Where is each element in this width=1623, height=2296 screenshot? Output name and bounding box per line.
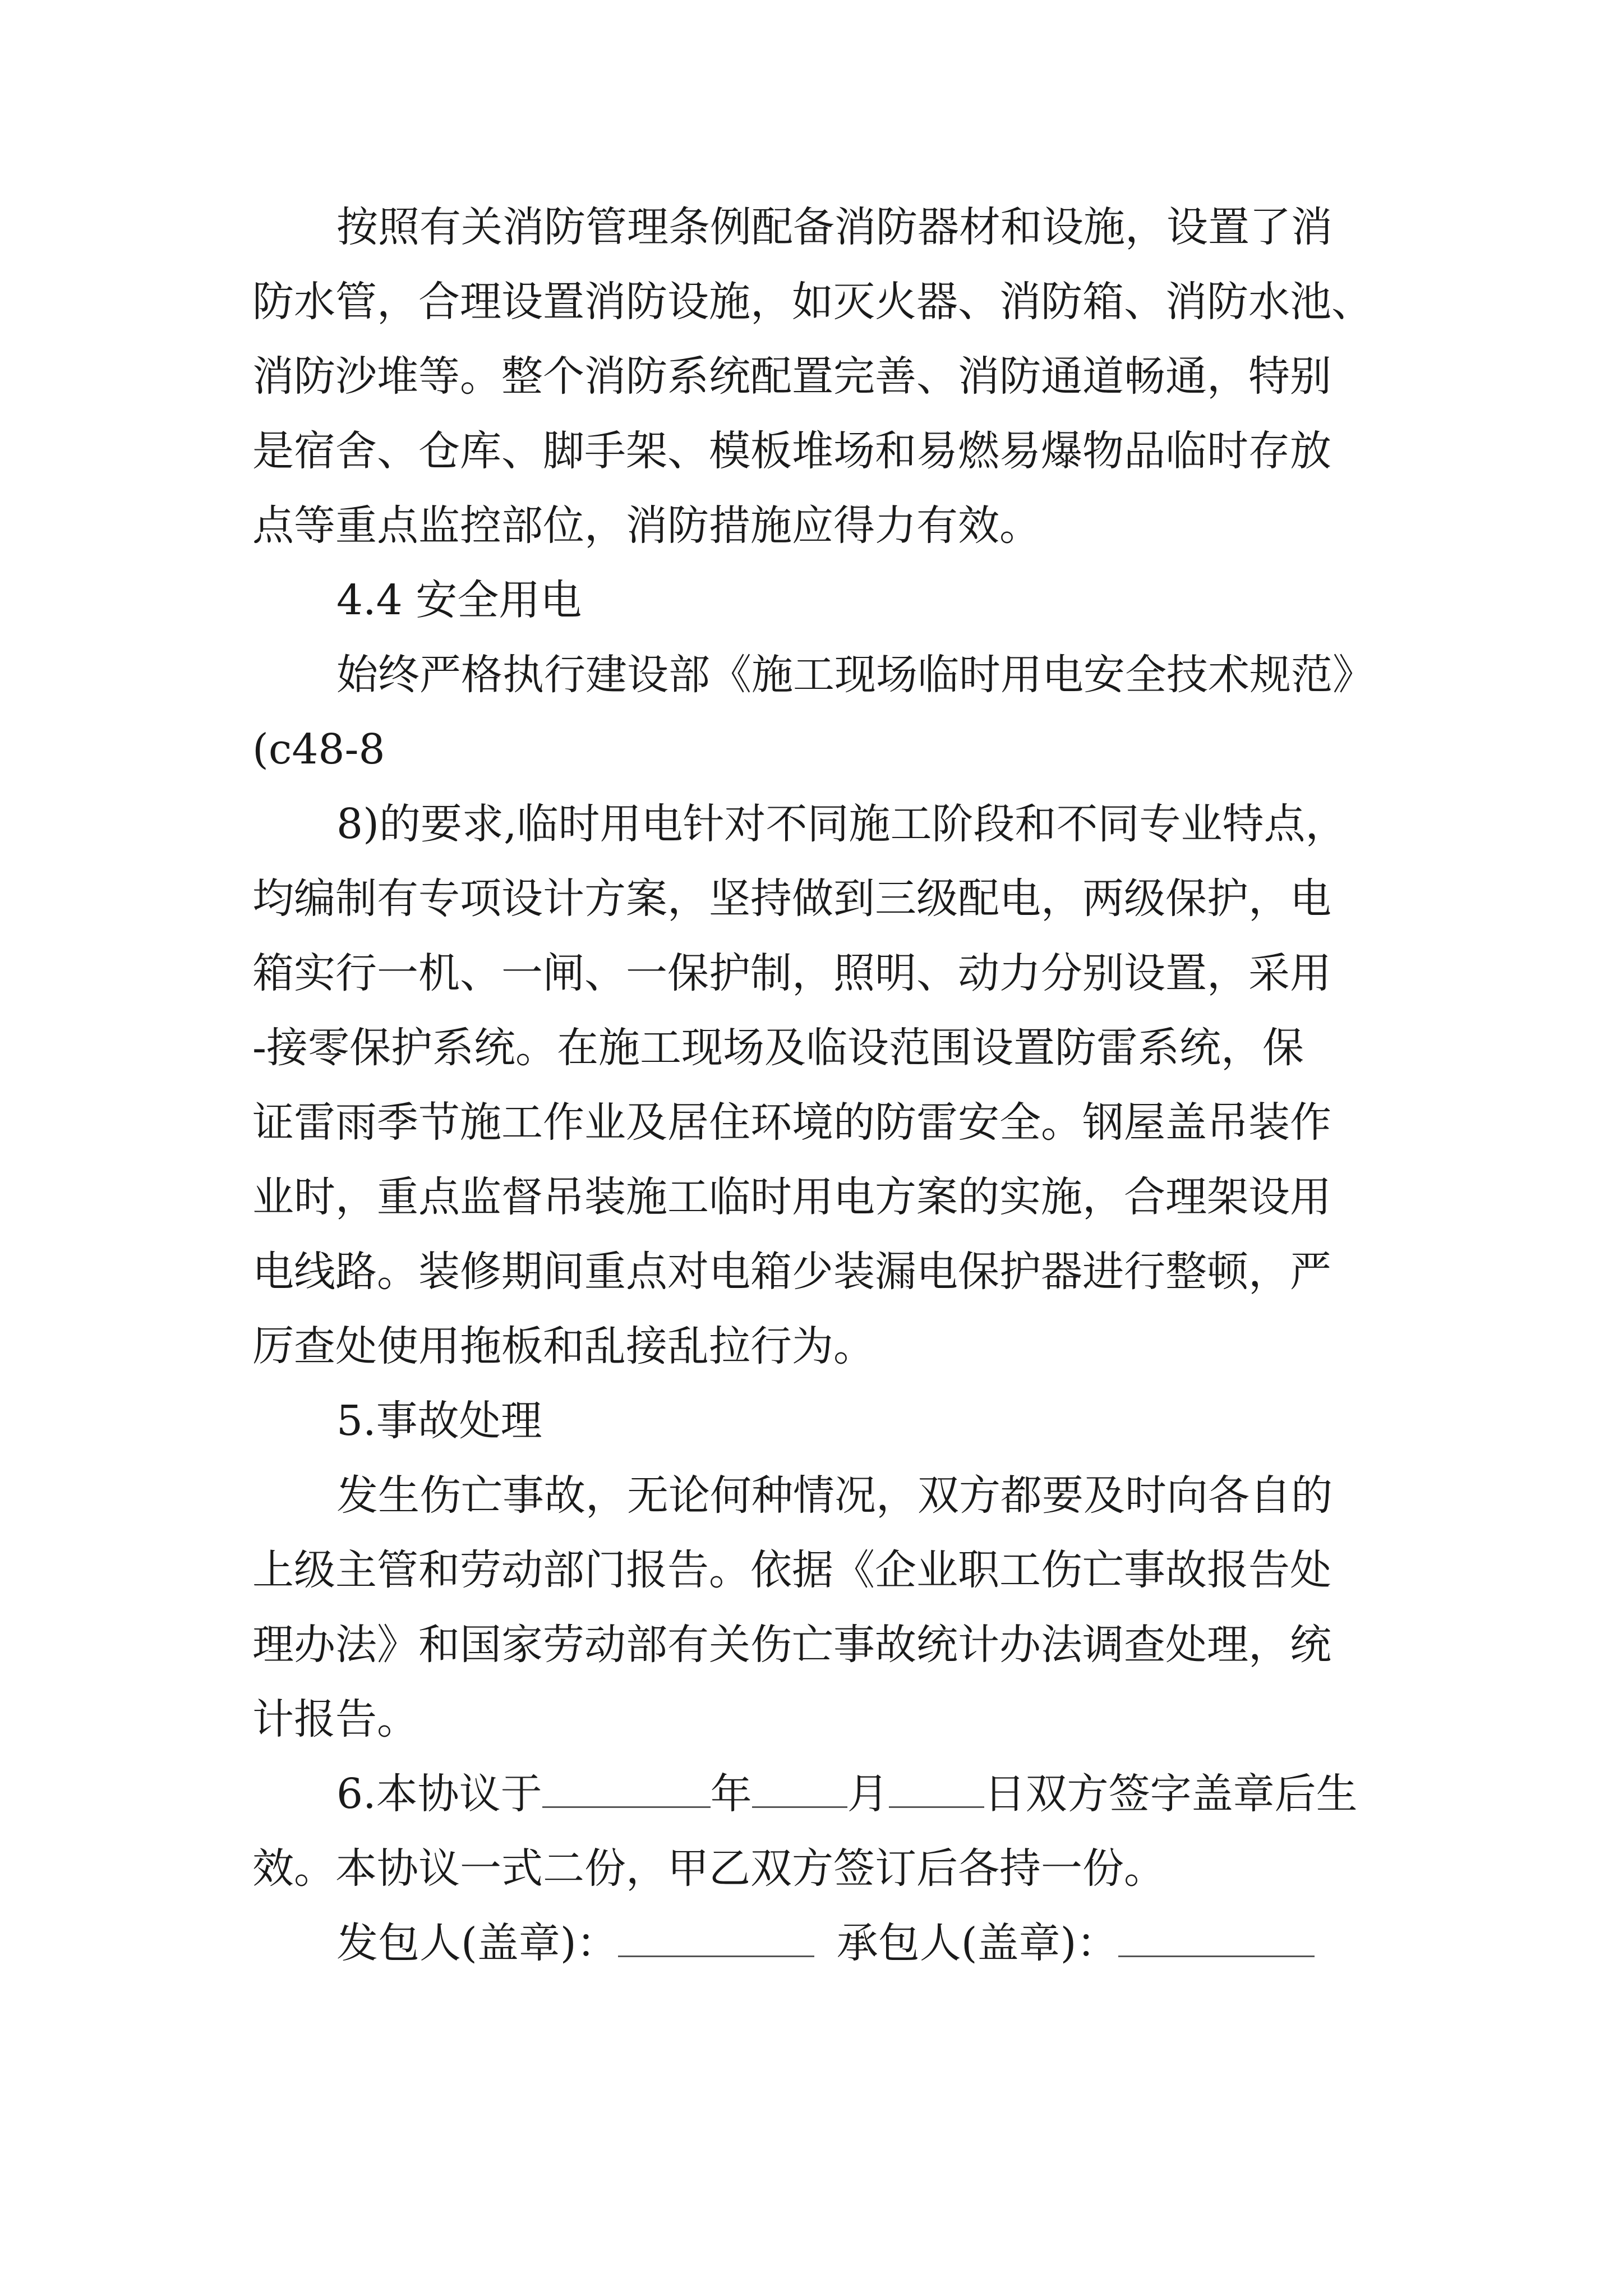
elec-paragraph-line-2: 均编制有专项设计方案，坚持做到三级配电，两级保护，电: [252, 875, 1331, 923]
accident-paragraph-line-2: 上级主管和劳动部门报告。依据《企业职工伤亡事故报告处: [252, 1546, 1331, 1594]
signature-line: [336, 1915, 1315, 1971]
elec-paragraph-line-6: 业时，重点监督吊装施工临时用电方案的实施，合理架设用: [252, 1173, 1331, 1221]
employer-seal-label: 发包人(盖章)：: [336, 1919, 618, 1967]
fire-paragraph-line-5: 点等重点监控部位，消防措施应得力有效。: [252, 501, 1041, 550]
day-blank[interactable]: [889, 1770, 984, 1808]
fire-paragraph-line-4: 是宿舍、仓库、脚手架、模板堆场和易燃易爆物品临时存放: [252, 427, 1331, 475]
accident-paragraph-line-4: 计报告。: [252, 1695, 418, 1743]
contractor-seal-label: 承包人(盖章)：: [836, 1919, 1118, 1967]
month-label: 月: [847, 1770, 889, 1818]
fire-paragraph-line-3: 消防沙堆等。整个消防系统配置完善、消防通道畅通，特别: [252, 352, 1331, 401]
elec-paragraph-line-5: 证雷雨季节施工作业及居住环境的防雷安全。钢屋盖吊装作: [252, 1098, 1331, 1147]
elec-paragraph-line-4: -接零保护系统。在施工现场及临设范围设置防雷系统，保: [252, 1024, 1304, 1072]
elec-paragraph-line-3: 箱实行一机、一闸、一保护制，照明、动力分别设置，采用: [252, 949, 1331, 997]
effective-date-prefix: 6.本协议于: [336, 1770, 542, 1818]
year-label: 年: [710, 1770, 752, 1818]
employer-seal-blank[interactable]: [618, 1920, 814, 1957]
accident-paragraph-line-1: 发生伤亡事故，无论何种情况，双方都要及时向各自的: [336, 1471, 1332, 1520]
accident-paragraph-line-3: 理办法》和国家劳动部有关伤亡事故统计办法调查处理，统: [252, 1621, 1331, 1669]
contractor-seal-blank[interactable]: [1118, 1920, 1315, 1957]
elec-paragraph-line-7: 电线路。装修期间重点对电箱少装漏电保护器进行整顿，严: [252, 1248, 1331, 1296]
elec-paragraph-line-1: 8)的要求,临时用电针对不同施工阶段和不同专业特点，: [336, 800, 1347, 848]
year-blank[interactable]: [542, 1770, 711, 1808]
section-heading-5: 5.事故处理: [336, 1397, 542, 1445]
effective-date-line-2: 效。本协议一式二份，甲乙双方签订后各持一份。: [252, 1844, 1165, 1893]
section-heading-4-4: 4.4 安全用电: [336, 576, 582, 624]
effective-date-suffix: 日双方签字盖章后生: [984, 1770, 1358, 1818]
effective-date-line: [336, 1766, 1358, 1822]
fire-paragraph-line-1: 按照有关消防管理条例配备消防器材和设施，设置了消: [336, 203, 1332, 251]
elec-paragraph-intro: 始终严格执行建设部《施工现场临时用电安全技术规范》: [336, 651, 1374, 699]
elec-paragraph-line-8: 厉查处使用拖板和乱接乱拉行为。: [252, 1322, 875, 1370]
month-blank[interactable]: [752, 1770, 847, 1808]
elec-paragraph-code: (c48-8: [252, 725, 385, 774]
fire-paragraph-line-2: 防水管，合理设置消防设施，如灭火器、消防箱、消防水池、: [252, 278, 1373, 326]
